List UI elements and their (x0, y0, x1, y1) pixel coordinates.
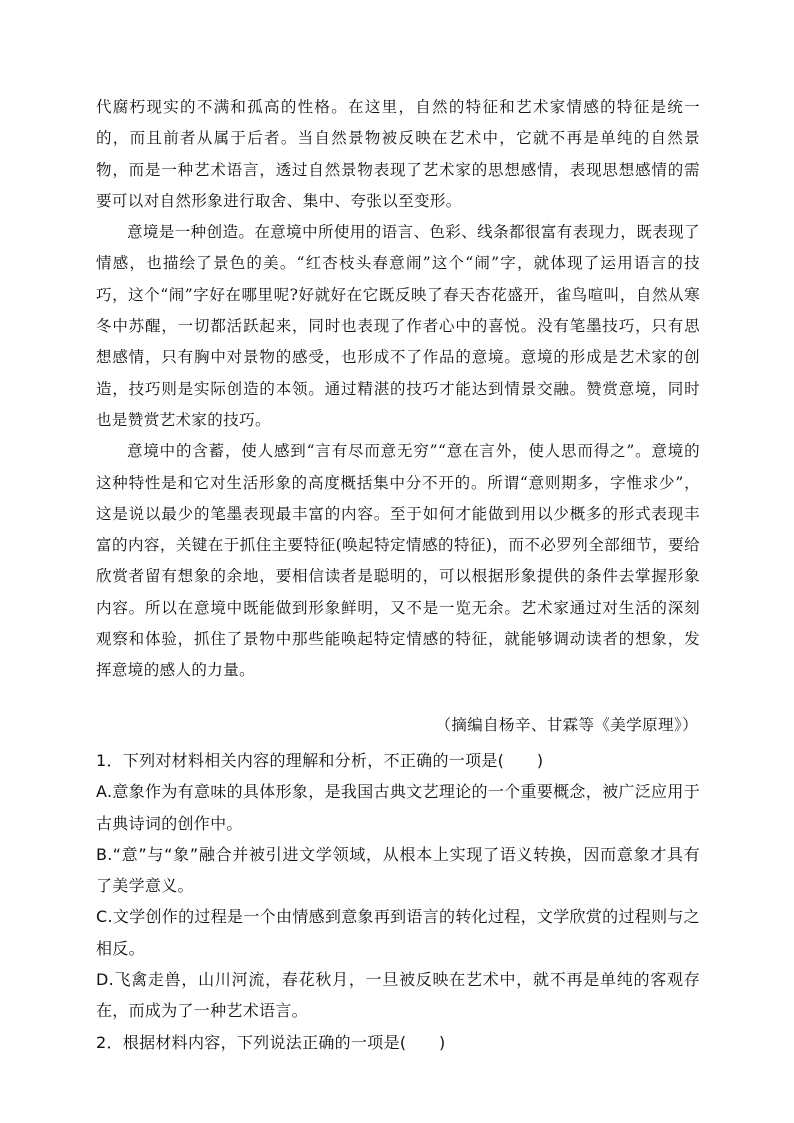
question-list (96, 714, 700, 1058)
question-1-option-c: C.文学创作的过程是一个由情感到意象再到语言的转化过程，文学欣赏的过程则与之相反。 (96, 907, 700, 958)
passage-paragraph-2: 意境是一种创造。在意境中所使用的语言、色彩、线条都很富有表现力，既表现了情感，也描绘了景色的美。“红杏枝头春意闹”这个“闹”字，就体现了运用语言的技巧，这个“闹”字好在哪里呢?好就好在它既反映了春天杏花盛开，雀鸟喧叫，自然从寒冬中苏醒，一切都活跃起来，同时也表现了作者心中的喜悦。没有笔墨技巧，只有思想感情，只有胸中对景物的感受，也形成不了作品的意境。意境的形成是艺术家的创造，技巧则是实际创造的本领。通过精湛的技巧才能达到情景交融。赞赏意境，同时也是赞赏艺术家的技巧。 (96, 223, 700, 429)
passage-source: （摘编自杨辛、甘霖等《美学原理》） (435, 716, 698, 734)
question-1-option-b: B.“意”与“象”融合并被引进文学领域，从根本上实现了语义转换，因而意象才具有了美学意义。 (96, 844, 700, 896)
question-1-stem: 1．下列对材料相关内容的理解和分析，不正确的一项是( ) (96, 751, 544, 770)
passage-paragraph-1: 代腐朽现实的不满和孤高的性格。在这里，自然的特征和艺术家情感的特征是统一的，而且前者从属于后者。当自然景物被反映在艺术中，它就不再是单纯的自然景物，而是一种艺术语言，透过自然景物表现了艺术家的思想感情，表现思想感情的需要可以对自然形象进行取舍、集中、夸张以至变形。 (96, 98, 700, 210)
question-1-option-a: A.意象作为有意味的具体形象，是我国古典文艺理论的一个重要概念，被广泛应用于古典诗词的创作中。 (96, 782, 700, 833)
reading-passage (96, 92, 700, 687)
passage-paragraph-3: 意境中的含蓄，使人感到“言有尽而意无穷”“意在言外，使人思而得之”。意境的这种特性是和它对生活形象的高度概括集中分不开的。所谓“意则期多，字惟求少”，这是说以最少的笔墨表现最丰富的内容。至于如何才能做到用以少概多的形式表现丰富的内容，关键在于抓住主要特征(唤起特定情感的特征)，而不必罗列全部细节，要给欣赏者留有想象的余地，要相信读者是聪明的，可以根据形象提供的条件去掌握形象内容。所以在意境中既能做到形象鲜明，又不是一览无余。艺术家通过对生活的深刻观察和体验，抓住了景物中那些能唤起特定情感的特征，就能够调动读者的想象，发挥意境的感人的力量。 (96, 442, 700, 680)
question-1-option-d: D.飞禽走兽，山川河流，春花秋月，一旦被反映在艺术中，就不再是单纯的客观存在，而成为了一种艺术语言。 (96, 970, 700, 1021)
question-2-stem: 2．根据材料内容，下列说法正确的一项是( ) (96, 1032, 446, 1052)
spacer (96, 714, 700, 745)
